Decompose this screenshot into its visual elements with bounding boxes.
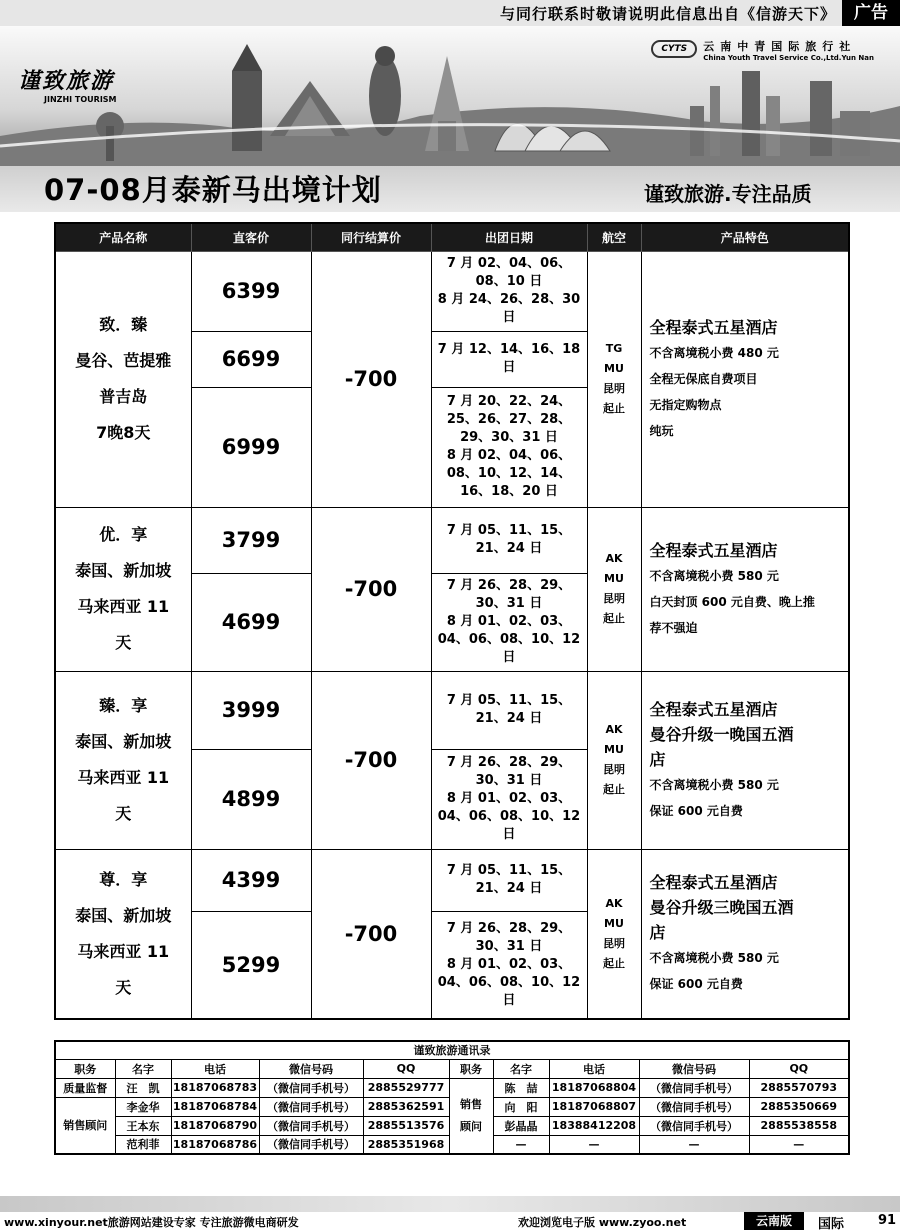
departure-date-line: 04、06、08、10、12 xyxy=(437,974,581,990)
feature-detail: 不含离境税小费 580 元 xyxy=(649,568,779,583)
source-notice: 与同行联系时敬请说明此信息出自《信游天下》 xyxy=(499,5,836,23)
contact-wechat: （微信同手机号） xyxy=(259,1135,363,1154)
partner-logo xyxy=(661,38,874,62)
page-footer xyxy=(0,1212,900,1230)
contact-wechat: （微信同手机号） xyxy=(259,1116,363,1135)
contact-wechat: （微信同手机号） xyxy=(639,1116,749,1135)
page-number: 91 xyxy=(878,1213,897,1228)
product-row xyxy=(55,671,849,749)
feature-detail: 荐不强迫 xyxy=(649,620,698,635)
departure-dates-cell xyxy=(431,849,587,911)
product-features-cell xyxy=(641,507,849,671)
contacts-caption: 谨致旅游通讯录 xyxy=(55,1041,849,1059)
retail-price: 6999 xyxy=(191,387,311,507)
contacts-header-qq: QQ xyxy=(363,1059,449,1078)
departure-date-line: 08、10、12、14、 xyxy=(446,466,572,481)
product-name-line: 马来西亚 11 xyxy=(77,941,170,961)
airline-line: 昆明 xyxy=(603,763,625,776)
departure-date-line: 8 月 24、26、28、30 xyxy=(437,292,581,307)
departure-date-line: 21、24 日 xyxy=(475,541,543,556)
contact-phone: 18187068807 xyxy=(549,1097,639,1116)
contact-phone: 18187068783 xyxy=(171,1078,259,1097)
product-row xyxy=(55,251,849,331)
airline-line: 起止 xyxy=(603,783,625,796)
product-row xyxy=(55,507,849,573)
contact-qq: 2885362591 xyxy=(363,1097,449,1116)
contact-wechat: （微信同手机号） xyxy=(639,1097,749,1116)
departure-date-line: 日 xyxy=(502,360,516,375)
product-features-cell xyxy=(641,251,849,507)
departure-date-line: 7 月 26、28、29、 xyxy=(446,578,572,593)
departure-date-line: 04、06、08、10、12 xyxy=(437,809,581,824)
contact-qq: — xyxy=(749,1135,849,1154)
agency-logo xyxy=(18,64,117,104)
contact-phone: 18388412208 xyxy=(549,1116,639,1135)
agent-settlement-price: -700 xyxy=(311,849,431,1019)
departure-dates-cell xyxy=(431,749,587,849)
contacts-table xyxy=(54,1040,850,1155)
airline-cell xyxy=(587,507,641,671)
contacts-header-wechat: 微信号码 xyxy=(259,1059,363,1078)
contact-phone: 18187068786 xyxy=(171,1135,259,1154)
feature-headline: 店 xyxy=(649,923,666,943)
contact-qq: 2885538558 xyxy=(749,1116,849,1135)
contacts-header-qq-2: QQ xyxy=(749,1059,849,1078)
feature-detail: 不含离境税小费 480 元 xyxy=(649,345,779,360)
contacts-header-role: 职务 xyxy=(55,1059,115,1078)
contact-qq: 2885350669 xyxy=(749,1097,849,1116)
product-table xyxy=(54,222,850,1020)
airline-line: MU xyxy=(604,572,624,585)
departure-dates-cell xyxy=(431,331,587,387)
airline-line: 昆明 xyxy=(603,592,625,605)
col-header-retail-price: 直客价 xyxy=(191,223,311,251)
col-header-agent-price: 同行结算价 xyxy=(311,223,431,251)
airline-line: 起止 xyxy=(603,612,625,625)
contact-role: 质量监督 xyxy=(55,1078,115,1097)
contact-role-right-text: 销售顾问 xyxy=(460,1097,482,1133)
departure-date-line: 8 月 02、04、06、 xyxy=(446,448,572,463)
contact-qq: 2885351968 xyxy=(363,1135,449,1154)
contacts-header-name-2: 名字 xyxy=(493,1059,549,1078)
product-name-cell xyxy=(55,671,191,849)
departure-date-line: 04、06、08、10、12 xyxy=(437,632,581,647)
departure-date-line: 29、30、31 日 xyxy=(460,430,558,445)
contact-name: 彭晶晶 xyxy=(493,1116,549,1135)
slogan: 谨致旅游.专注品质 xyxy=(644,182,812,206)
footer-decoration xyxy=(0,1196,900,1212)
retail-price: 4899 xyxy=(191,749,311,849)
airline-line: MU xyxy=(604,362,624,375)
departure-date-line: 日 xyxy=(502,650,516,665)
product-name-line: 泰国、新加坡 xyxy=(75,732,172,751)
product-name-line: 曼谷、芭提雅 xyxy=(75,351,172,370)
departure-dates-cell xyxy=(431,387,587,507)
footer-website-link[interactable]: 欢迎浏览电子版 www.zyoo.net xyxy=(518,1216,687,1229)
contact-name: 向 阳 xyxy=(493,1097,549,1116)
feature-detail: 不含离境税小费 580 元 xyxy=(649,777,779,792)
airline-cell xyxy=(587,849,641,1019)
departure-date-line: 7 月 05、11、15、 xyxy=(446,693,572,708)
product-name-line: 马来西亚 11 xyxy=(77,768,170,787)
contact-wechat: （微信同手机号） xyxy=(639,1078,749,1097)
retail-price: 3799 xyxy=(191,507,311,573)
section-label: 国际 xyxy=(818,1217,845,1230)
departure-date-line: 7 月 26、28、29、 xyxy=(446,755,572,770)
airline-line: AK xyxy=(605,896,623,910)
contact-phone: 18187068784 xyxy=(171,1097,259,1116)
product-name-line: 泰国、新加坡 xyxy=(75,561,172,580)
departure-date-line: 21、24 日 xyxy=(475,881,543,896)
edition-tag: 云南版 xyxy=(744,1212,804,1230)
departure-date-line: 16、18、20 日 xyxy=(460,484,558,499)
departure-date-line: 7 月 05、11、15、 xyxy=(446,523,572,538)
logo-subtitle: JINZHI TOURISM xyxy=(44,95,117,104)
feature-headline: 全程泰式五星酒店 xyxy=(649,540,778,560)
col-header-airline: 航空 xyxy=(587,223,641,251)
header-banner xyxy=(0,26,900,166)
top-notice-bar xyxy=(0,0,900,26)
airline-cell xyxy=(587,251,641,507)
departure-date-line: 08、10 日 xyxy=(475,274,543,289)
contact-name: 王本东 xyxy=(115,1116,171,1135)
departure-date-line: 30、31 日 xyxy=(475,596,543,611)
contact-wechat: （微信同手机号） xyxy=(259,1097,363,1116)
airline-line: 起止 xyxy=(603,956,625,970)
airline-cell xyxy=(587,671,641,849)
product-name-line: 优．享 xyxy=(99,525,148,544)
contacts-header-name: 名字 xyxy=(115,1059,171,1078)
table-header-row xyxy=(55,223,849,251)
product-name-cell xyxy=(55,849,191,1019)
contacts-header-role-2: 职务 xyxy=(449,1059,493,1078)
contact-qq: 2885529777 xyxy=(363,1078,449,1097)
contacts-header-wechat-2: 微信号码 xyxy=(639,1059,749,1078)
feature-headline: 全程泰式五星酒店 xyxy=(649,699,778,719)
departure-date-line: 7 月 05、11、15、 xyxy=(446,863,572,878)
product-features-cell xyxy=(641,849,849,1019)
partner-name-cn: 云南中青国际旅行社 xyxy=(703,40,857,53)
contact-qq: 2885513576 xyxy=(363,1116,449,1135)
contact-phone: 18187068804 xyxy=(549,1078,639,1097)
retail-price: 4699 xyxy=(191,573,311,671)
feature-headline: 全程泰式五星酒店 xyxy=(649,873,778,893)
product-name-line: 致．臻 xyxy=(99,315,148,334)
feature-headline: 店 xyxy=(649,749,666,769)
product-name-cell xyxy=(55,251,191,507)
contact-phone: 18187068790 xyxy=(171,1116,259,1135)
product-name-cell xyxy=(55,507,191,671)
feature-detail: 全程无保底自费项目 xyxy=(649,371,758,386)
product-features-cell xyxy=(641,671,849,849)
contact-wechat: （微信同手机号） xyxy=(259,1078,363,1097)
product-name-line: 7晚8天 xyxy=(96,423,151,442)
contacts-header-row xyxy=(55,1059,849,1078)
departure-date-line: 7 月 20、22、24、 xyxy=(446,394,572,409)
departure-dates-cell xyxy=(431,573,587,671)
col-header-features: 产品特色 xyxy=(641,223,849,251)
product-name-line: 天 xyxy=(115,977,132,997)
departure-date-line: 30、31 日 xyxy=(475,773,543,788)
airline-line: 昆明 xyxy=(603,936,625,950)
departure-date-line: 8 月 01、02、03、 xyxy=(446,614,572,629)
contact-name: 汪 凯 xyxy=(115,1078,171,1097)
col-header-departure-dates: 出团日期 xyxy=(431,223,587,251)
ad-label: 广告 xyxy=(842,0,900,26)
contact-phone: — xyxy=(549,1135,639,1154)
product-table-wrap xyxy=(54,222,848,1020)
feature-detail: 不含离境税小费 580 元 xyxy=(649,951,779,966)
airline-line: TG xyxy=(605,342,623,355)
product-name-line: 尊．享 xyxy=(99,869,148,889)
product-row xyxy=(55,849,849,911)
departure-dates-cell xyxy=(431,251,587,331)
product-name-line: 马来西亚 11 xyxy=(77,597,170,616)
product-name-line: 天 xyxy=(115,633,132,652)
departure-date-line: 25、26、27、28、 xyxy=(446,412,572,427)
product-name-line: 普吉岛 xyxy=(99,387,148,406)
contacts-header-phone-2: 电话 xyxy=(549,1059,639,1078)
feature-headline: 全程泰式五星酒店 xyxy=(649,317,778,337)
feature-detail: 保证 600 元自费 xyxy=(649,977,743,992)
contact-qq: 2885570793 xyxy=(749,1078,849,1097)
feature-headline: 曼谷升级一晚国五酒 xyxy=(649,724,794,744)
feature-headline: 曼谷升级三晚国五酒 xyxy=(649,898,794,918)
departure-date-line: 30、31 日 xyxy=(475,938,543,954)
feature-detail: 白天封顶 600 元自费、晚上推 xyxy=(649,594,815,609)
airline-line: MU xyxy=(604,743,624,756)
departure-dates-cell xyxy=(431,671,587,749)
contact-name: — xyxy=(493,1135,549,1154)
product-name-line: 泰国、新加坡 xyxy=(75,905,172,925)
airline-line: 昆明 xyxy=(603,382,625,395)
airline-line: AK xyxy=(605,552,623,565)
contact-name: 陈 喆 xyxy=(493,1078,549,1097)
contact-wechat: — xyxy=(639,1135,749,1154)
airline-line: MU xyxy=(604,916,624,930)
retail-price: 6699 xyxy=(191,331,311,387)
contact-row xyxy=(55,1078,849,1097)
col-header-product: 产品名称 xyxy=(55,223,191,251)
page-title: 07-08月泰新马出境计划 xyxy=(44,173,382,207)
retail-price: 3999 xyxy=(191,671,311,749)
departure-date-line: 日 xyxy=(502,310,516,325)
departure-date-line: 日 xyxy=(502,992,516,1008)
feature-detail: 纯玩 xyxy=(649,423,674,438)
airline-line: AK xyxy=(605,723,623,736)
departure-date-line: 21、24 日 xyxy=(475,711,543,726)
contact-role: 销售顾问 xyxy=(55,1097,115,1154)
contact-name: 李金华 xyxy=(115,1097,171,1116)
retail-price: 6399 xyxy=(191,251,311,331)
contact-name: 范利菲 xyxy=(115,1135,171,1154)
airline-line: 起止 xyxy=(603,402,625,415)
departure-date-line: 8 月 01、02、03、 xyxy=(446,956,572,972)
agent-settlement-price: -700 xyxy=(311,251,431,507)
partner-name-en: China Youth Travel Service Co.,Ltd.Yun Nan xyxy=(703,54,874,62)
contacts-table-wrap xyxy=(54,1040,848,1155)
retail-price: 4399 xyxy=(191,849,311,911)
footer-left-text: www.xinyour.net旅游网站建设专家 专注旅游微电商研发 xyxy=(4,1216,299,1229)
agent-settlement-price: -700 xyxy=(311,671,431,849)
retail-price: 5299 xyxy=(191,911,311,1019)
partner-badge: CYTS xyxy=(651,40,697,58)
departure-date-line: 8 月 01、02、03、 xyxy=(446,791,572,806)
agent-settlement-price: -700 xyxy=(311,507,431,671)
logo-text: 谨致旅游 xyxy=(18,68,115,94)
departure-dates-cell xyxy=(431,507,587,573)
departure-date-line: 7 月 26、28、29、 xyxy=(446,920,572,936)
contact-role-right xyxy=(449,1078,493,1154)
product-name-line: 臻．享 xyxy=(99,696,148,715)
product-name-line: 天 xyxy=(115,804,132,823)
contacts-header-phone: 电话 xyxy=(171,1059,259,1078)
departure-dates-cell xyxy=(431,911,587,1019)
departure-date-line: 7 月 12、14、16、18 xyxy=(437,342,581,357)
departure-date-line: 7 月 02、04、06、 xyxy=(446,256,572,271)
departure-date-line: 日 xyxy=(502,827,516,842)
feature-detail: 保证 600 元自费 xyxy=(649,803,743,818)
feature-detail: 无指定购物点 xyxy=(649,397,722,412)
